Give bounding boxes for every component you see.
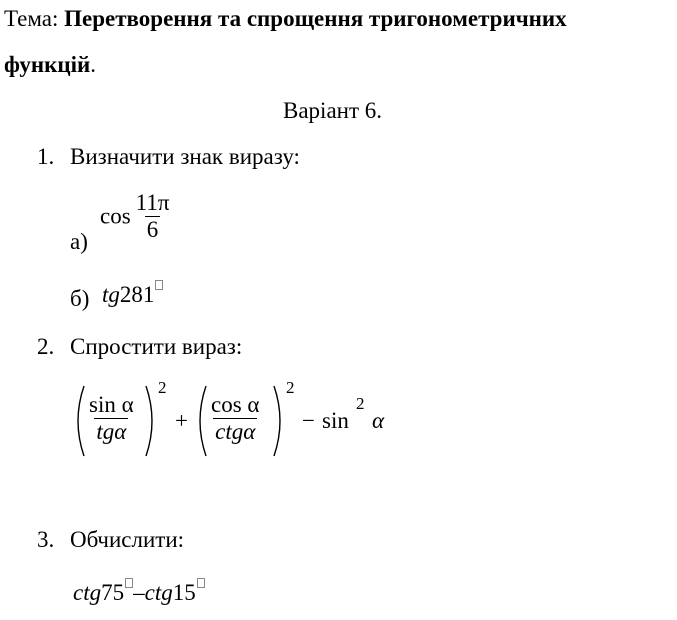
- task-3-func-1: ctg: [73, 580, 102, 605]
- topic-line-2: [4, 50, 96, 80]
- topic-line: [4, 4, 567, 34]
- task-2-tail-func: sin: [322, 408, 349, 433]
- task-2-fraction-2: [209, 392, 261, 445]
- task-1-text: Визначити знак виразу:: [70, 144, 300, 169]
- task-1a-label: а): [70, 229, 88, 254]
- task-1a-expression: [100, 190, 171, 243]
- task-1b-label: б): [70, 286, 90, 311]
- task-2-tail-power: 2: [356, 394, 365, 413]
- task-2-plus: +: [175, 408, 188, 433]
- task-1b-func: tg: [102, 282, 120, 307]
- right-paren-1: [146, 386, 152, 456]
- task-3-minus: –: [133, 580, 145, 605]
- topic-title-part2: функцій: [4, 52, 91, 77]
- task-3-text: Обчислити:: [70, 527, 185, 552]
- task-1b-argument: 281: [119, 282, 155, 307]
- task-2-power-1: 2: [158, 378, 167, 397]
- task-2-f1-numerator: sin α: [89, 392, 134, 417]
- task-3-number: 3.: [37, 527, 55, 552]
- task-2-f2-denominator: ctgα: [215, 419, 256, 444]
- topic-title-end: .: [90, 52, 96, 77]
- right-paren-2: [274, 386, 280, 456]
- left-paren-1: [78, 386, 84, 456]
- task-2-fraction-1: [87, 392, 136, 445]
- degree-glyph-icon: [197, 578, 205, 588]
- task-1b-expression: [102, 280, 163, 310]
- task-1-number: 1.: [37, 144, 55, 169]
- task-1a-func: cos: [100, 203, 131, 229]
- task-2-f1-denominator: tgα: [96, 419, 127, 444]
- degree-glyph-icon: [155, 280, 163, 290]
- task-2-number: 2.: [37, 334, 55, 359]
- task-3-arg-1: 75: [101, 580, 125, 605]
- task-2-f2-numerator: cos α: [211, 392, 260, 417]
- degree-glyph-icon: [125, 578, 133, 588]
- topic-title-part1: Перетворення та спрощення тригонометричних: [64, 6, 567, 31]
- task-2-power-2: 2: [286, 378, 295, 397]
- task-2-text: Спростити вираз:: [70, 334, 243, 359]
- task-2-tail-arg: α: [372, 408, 385, 433]
- task-3-func-2: ctg: [144, 580, 173, 605]
- task-3-arg-2: 15: [172, 580, 196, 605]
- task-1a-fraction: [134, 190, 172, 243]
- task-1a-denominator: 6: [146, 217, 159, 242]
- task-3-expression: [73, 578, 205, 608]
- variant-heading: Варіант 6.: [283, 98, 383, 123]
- left-paren-2: [200, 386, 206, 456]
- task-1a-numerator: 11π: [135, 190, 170, 215]
- task-2-minus: −: [302, 408, 315, 433]
- topic-label: Тема:: [4, 6, 65, 31]
